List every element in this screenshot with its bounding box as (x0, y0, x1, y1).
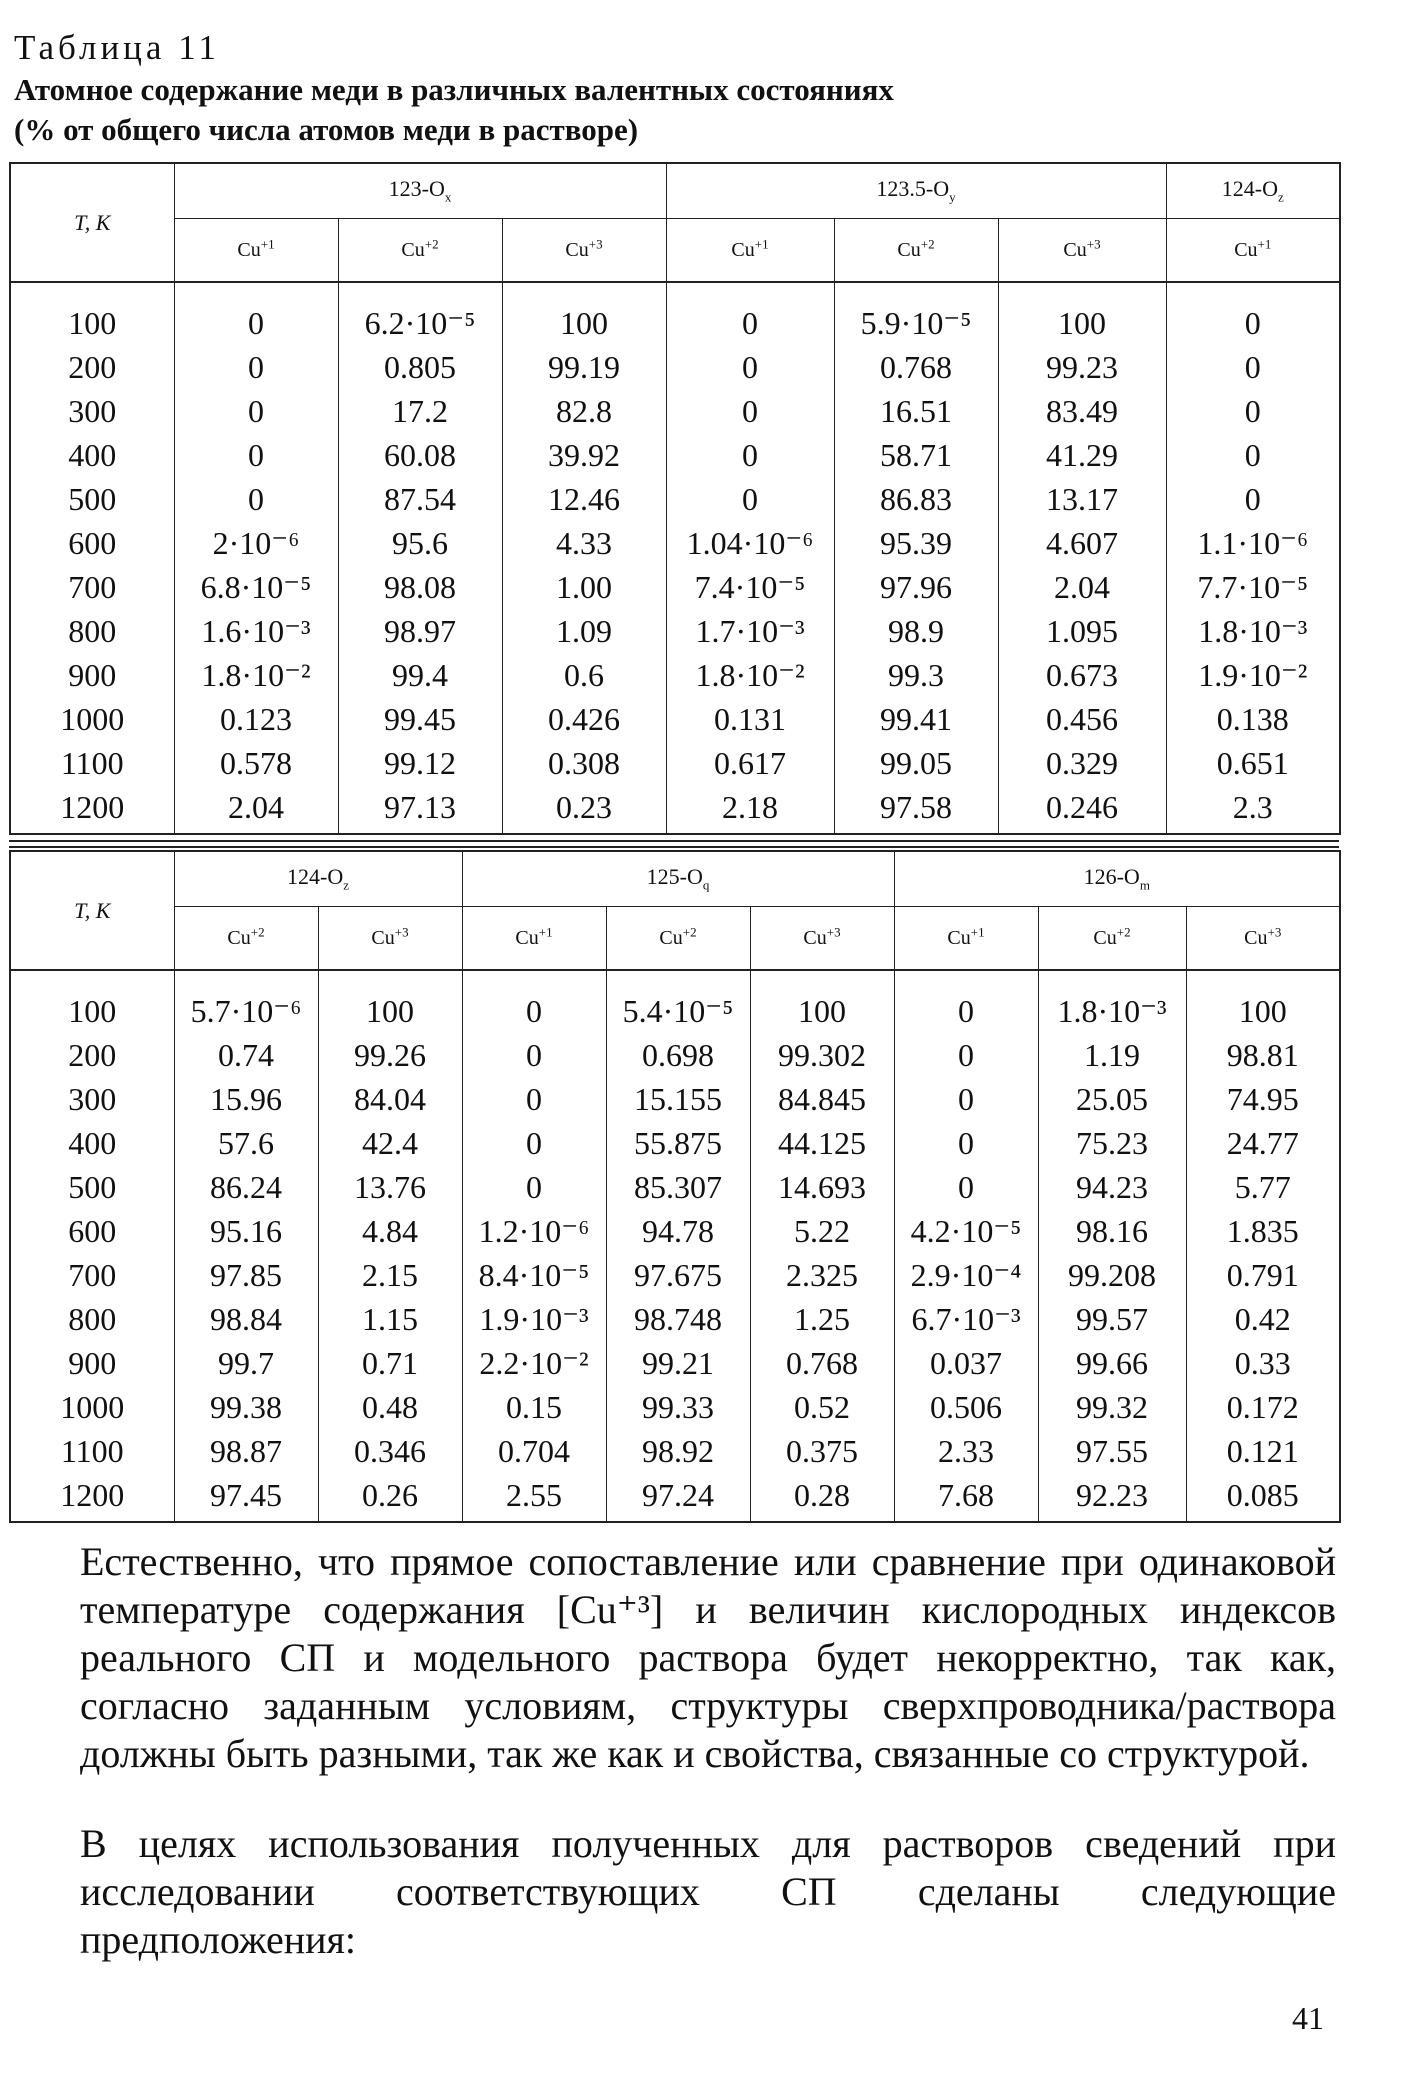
value-cell: 100 (998, 282, 1166, 345)
value-cell: 2.55 (462, 1473, 606, 1522)
value-cell: 7.68 (894, 1473, 1038, 1522)
value-cell: 0 (1166, 389, 1340, 433)
group-header: $123.5-O_y$ (666, 163, 1166, 219)
value-cell: 0.673 (998, 653, 1166, 697)
value-cell: 0 (462, 1077, 606, 1121)
table-row (10, 282, 1340, 345)
value-cell: 99.19 (502, 345, 666, 389)
value-cell: 0.15 (462, 1385, 606, 1429)
value-cell: 2.33 (894, 1429, 1038, 1473)
value-cell: 1.00 (502, 565, 666, 609)
value-cell: 0 (894, 1165, 1038, 1209)
value-cell: 0.578 (174, 741, 338, 785)
valence-column-header: $Cu^{+2}$ (834, 219, 998, 283)
value-cell: 6.7·10⁻³ (894, 1297, 1038, 1341)
value-cell: 0 (174, 282, 338, 345)
value-cell: 0 (462, 1033, 606, 1077)
value-cell: 0 (894, 1121, 1038, 1165)
temperature-cell: 100 (68, 993, 117, 1029)
value-cell: 13.76 (318, 1165, 462, 1209)
table-title-line-2: (% от общего числа атомов меди в растворе) (14, 112, 639, 147)
table-row (10, 609, 1340, 653)
value-cell: 97.55 (1038, 1429, 1186, 1473)
value-cell: 0 (174, 477, 338, 521)
value-cell: 1.8·10⁻² (666, 653, 834, 697)
value-cell: 0 (1166, 433, 1340, 477)
value-cell: 0.26 (318, 1473, 462, 1522)
group-header: $125-O_q$ (462, 851, 894, 907)
value-cell: 99.3 (834, 653, 998, 697)
value-cell: 74.95 (1186, 1077, 1340, 1121)
value-cell: 98.08 (338, 565, 502, 609)
value-cell: 0 (894, 1077, 1038, 1121)
value-cell: 0.791 (1186, 1253, 1340, 1297)
value-cell: 13.17 (998, 477, 1166, 521)
temperature-cell: 200 (68, 349, 117, 385)
valence-column-header: $Cu^{+2}$ (338, 219, 502, 283)
value-cell: 5.7·10⁻⁶ (174, 970, 318, 1033)
value-cell: 97.58 (834, 785, 998, 834)
value-cell: 0.698 (606, 1033, 750, 1077)
value-cell: 1.09 (502, 609, 666, 653)
value-cell: 15.155 (606, 1077, 750, 1121)
table-title-line-1: Атомное содержание меди в различных валентных состояниях (14, 72, 894, 107)
table-row (10, 1077, 1340, 1121)
value-cell: 44.125 (750, 1121, 894, 1165)
value-cell: 86.24 (174, 1165, 318, 1209)
table-divider (9, 840, 1339, 848)
valence-column-header: $Cu^{+3}$ (318, 907, 462, 971)
value-cell: 16.51 (834, 389, 998, 433)
value-cell: 1.9·10⁻³ (462, 1297, 606, 1341)
body-paragraph-1: Естественно, что прямое сопоставление или сравнение при одинаковой температуре содержания [Cu⁺³] и величин кислородных индексов реального СП и модельного раствора будет некорректно, так как, согласно заданным условиям, структуры сверхпроводника/раствора должны быть разными, так же как и свойства, связанные со структурой. (80, 1539, 1336, 1776)
value-cell: 5.22 (750, 1209, 894, 1253)
table-row (10, 1473, 1340, 1522)
table-row (10, 741, 1340, 785)
value-cell: 0 (666, 477, 834, 521)
value-cell: 4.2·10⁻⁵ (894, 1209, 1038, 1253)
value-cell: 100 (318, 970, 462, 1033)
value-cell: 97.45 (174, 1473, 318, 1522)
valence-column-header: $Cu^{+3}$ (502, 219, 666, 283)
value-cell: 0.74 (174, 1033, 318, 1077)
temperature-cell: 700 (68, 569, 117, 605)
temperature-cell: 800 (68, 613, 117, 649)
table-caption-label: Таблица 11 (14, 28, 220, 67)
value-cell: 7.7·10⁻⁵ (1166, 565, 1340, 609)
value-cell: 4.33 (502, 521, 666, 565)
value-cell: 6.8·10⁻⁵ (174, 565, 338, 609)
table1-sub-header-row (10, 219, 1340, 283)
value-cell: 0.617 (666, 741, 834, 785)
value-cell: 0.506 (894, 1385, 1038, 1429)
table-row (10, 389, 1340, 433)
value-cell: 2·10⁻⁶ (174, 521, 338, 565)
value-cell: 0.329 (998, 741, 1166, 785)
value-cell: 25.05 (1038, 1077, 1186, 1121)
value-cell: 1.8·10⁻³ (1166, 609, 1340, 653)
valence-column-header: $Cu^{+1}$ (894, 907, 1038, 971)
value-cell: 2.2·10⁻² (462, 1341, 606, 1385)
value-cell: 1.25 (750, 1297, 894, 1341)
value-cell: 0.6 (502, 653, 666, 697)
temperature-cell: 1200 (60, 1477, 125, 1513)
table1-group-header-row (10, 163, 1340, 219)
table-row (10, 521, 1340, 565)
copper-valence-table-part-1 (9, 162, 1341, 835)
value-cell: 0 (666, 389, 834, 433)
table-row (10, 653, 1340, 697)
value-cell: 41.29 (998, 433, 1166, 477)
temperature-column-header: T, K (10, 163, 174, 282)
value-cell: 0.346 (318, 1429, 462, 1473)
valence-column-header: $Cu^{+1}$ (174, 219, 338, 283)
table-row (10, 1033, 1340, 1077)
value-cell: 0 (894, 970, 1038, 1033)
value-cell: 4.84 (318, 1209, 462, 1253)
value-cell: 2.325 (750, 1253, 894, 1297)
table-row (10, 697, 1340, 741)
value-cell: 0 (462, 970, 606, 1033)
value-cell: 15.96 (174, 1077, 318, 1121)
value-cell: 0.23 (502, 785, 666, 834)
valence-column-header: $Cu^{+3}$ (750, 907, 894, 971)
table-caption-title (14, 70, 1214, 150)
value-cell: 99.45 (338, 697, 502, 741)
value-cell: 0 (462, 1121, 606, 1165)
value-cell: 1.835 (1186, 1209, 1340, 1253)
value-cell: 0.704 (462, 1429, 606, 1473)
value-cell: 0 (666, 282, 834, 345)
value-cell: 0.375 (750, 1429, 894, 1473)
value-cell: 99.33 (606, 1385, 750, 1429)
value-cell: 75.23 (1038, 1121, 1186, 1165)
value-cell: 0.42 (1186, 1297, 1340, 1341)
table-row (10, 1121, 1340, 1165)
value-cell: 0.426 (502, 697, 666, 741)
value-cell: 1.15 (318, 1297, 462, 1341)
value-cell: 58.71 (834, 433, 998, 477)
value-cell: 2.9·10⁻⁴ (894, 1253, 1038, 1297)
value-cell: 2.15 (318, 1253, 462, 1297)
value-cell: 100 (750, 970, 894, 1033)
value-cell: 1.8·10⁻³ (1038, 970, 1186, 1033)
value-cell: 95.39 (834, 521, 998, 565)
value-cell: 0.172 (1186, 1385, 1340, 1429)
value-cell: 1.8·10⁻² (174, 653, 338, 697)
value-cell: 95.6 (338, 521, 502, 565)
table2-group-header-row (10, 851, 1340, 907)
value-cell: 0.651 (1166, 741, 1340, 785)
value-cell: 97.13 (338, 785, 502, 834)
value-cell: 98.9 (834, 609, 998, 653)
value-cell: 5.4·10⁻⁵ (606, 970, 750, 1033)
value-cell: 98.748 (606, 1297, 750, 1341)
valence-column-header: $Cu^{+2}$ (606, 907, 750, 971)
group-header: $124-O_z$ (1166, 163, 1340, 219)
temperature-cell: 800 (68, 1301, 117, 1337)
table-row (10, 1297, 1340, 1341)
value-cell: 94.23 (1038, 1165, 1186, 1209)
value-cell: 0.805 (338, 345, 502, 389)
value-cell: 87.54 (338, 477, 502, 521)
value-cell: 2.04 (174, 785, 338, 834)
temperature-cell: 600 (68, 1213, 117, 1249)
temperature-cell: 1100 (60, 1433, 124, 1469)
value-cell: 0 (462, 1165, 606, 1209)
table-row (10, 477, 1340, 521)
value-cell: 0 (1166, 282, 1340, 345)
temperature-cell: 500 (68, 481, 117, 517)
value-cell: 100 (1186, 970, 1340, 1033)
value-cell: 1.7·10⁻³ (666, 609, 834, 653)
valence-column-header: $Cu^{+1}$ (1166, 219, 1340, 283)
value-cell: 99.302 (750, 1033, 894, 1077)
value-cell: 1.2·10⁻⁶ (462, 1209, 606, 1253)
valence-column-header: $Cu^{+3}$ (1186, 907, 1340, 971)
value-cell: 1.1·10⁻⁶ (1166, 521, 1340, 565)
temperature-cell: 1200 (60, 789, 125, 825)
value-cell: 86.83 (834, 477, 998, 521)
temperature-cell: 1100 (60, 745, 124, 781)
value-cell: 0.28 (750, 1473, 894, 1522)
value-cell: 5.9·10⁻⁵ (834, 282, 998, 345)
value-cell: 7.4·10⁻⁵ (666, 565, 834, 609)
value-cell: 55.875 (606, 1121, 750, 1165)
page-number: 41 (1292, 2000, 1324, 2036)
value-cell: 1.04·10⁻⁶ (666, 521, 834, 565)
value-cell: 99.57 (1038, 1297, 1186, 1341)
value-cell: 0.131 (666, 697, 834, 741)
value-cell: 99.12 (338, 741, 502, 785)
value-cell: 0.123 (174, 697, 338, 741)
value-cell: 0 (666, 345, 834, 389)
table-row (10, 345, 1340, 389)
temperature-cell: 300 (68, 1081, 117, 1117)
value-cell: 1.095 (998, 609, 1166, 653)
value-cell: 98.97 (338, 609, 502, 653)
value-cell: 0 (666, 433, 834, 477)
valence-column-header: $Cu^{+2}$ (1038, 907, 1186, 971)
value-cell: 17.2 (338, 389, 502, 433)
value-cell: 0 (894, 1033, 1038, 1077)
temperature-cell: 200 (68, 1037, 117, 1073)
value-cell: 97.675 (606, 1253, 750, 1297)
table-row (10, 970, 1340, 1033)
temperature-cell: 900 (68, 657, 117, 693)
temperature-cell: 400 (68, 437, 117, 473)
table-row (10, 1209, 1340, 1253)
value-cell: 99.32 (1038, 1385, 1186, 1429)
table-row (10, 433, 1340, 477)
value-cell: 84.845 (750, 1077, 894, 1121)
value-cell: 42.4 (318, 1121, 462, 1165)
value-cell: 99.7 (174, 1341, 318, 1385)
value-cell: 0.48 (318, 1385, 462, 1429)
group-header: $126-O_m$ (894, 851, 1340, 907)
value-cell: 98.16 (1038, 1209, 1186, 1253)
table-row (10, 1341, 1340, 1385)
value-cell: 84.04 (318, 1077, 462, 1121)
temperature-cell: 100 (68, 305, 117, 341)
value-cell: 1.6·10⁻³ (174, 609, 338, 653)
group-header: $124-O_z$ (174, 851, 462, 907)
value-cell: 92.23 (1038, 1473, 1186, 1522)
value-cell: 0.768 (750, 1341, 894, 1385)
table-row (10, 785, 1340, 834)
value-cell: 12.46 (502, 477, 666, 521)
value-cell: 0.71 (318, 1341, 462, 1385)
value-cell: 98.81 (1186, 1033, 1340, 1077)
value-cell: 98.92 (606, 1429, 750, 1473)
value-cell: 0.246 (998, 785, 1166, 834)
value-cell: 97.24 (606, 1473, 750, 1522)
value-cell: 24.77 (1186, 1121, 1340, 1165)
value-cell: 8.4·10⁻⁵ (462, 1253, 606, 1297)
value-cell: 98.87 (174, 1429, 318, 1473)
value-cell: 1.9·10⁻² (1166, 653, 1340, 697)
value-cell: 99.66 (1038, 1341, 1186, 1385)
value-cell: 99.26 (318, 1033, 462, 1077)
value-cell: 99.38 (174, 1385, 318, 1429)
table-row (10, 1165, 1340, 1209)
valence-column-header: $Cu^{+1}$ (462, 907, 606, 971)
value-cell: 2.3 (1166, 785, 1340, 834)
value-cell: 2.04 (998, 565, 1166, 609)
value-cell: 99.21 (606, 1341, 750, 1385)
temperature-cell: 1000 (60, 1389, 125, 1425)
value-cell: 0 (174, 345, 338, 389)
value-cell: 5.77 (1186, 1165, 1340, 1209)
copper-valence-table-part-2 (9, 850, 1341, 1523)
temperature-cell: 900 (68, 1345, 117, 1381)
temperature-cell: 500 (68, 1169, 117, 1205)
temperature-cell: 600 (68, 525, 117, 561)
value-cell: 0.308 (502, 741, 666, 785)
value-cell: 100 (502, 282, 666, 345)
value-cell: 0 (174, 389, 338, 433)
temperature-cell: 300 (68, 393, 117, 429)
value-cell: 95.16 (174, 1209, 318, 1253)
value-cell: 83.49 (998, 389, 1166, 433)
temperature-cell: 1000 (60, 701, 125, 737)
value-cell: 85.307 (606, 1165, 750, 1209)
value-cell: 1.19 (1038, 1033, 1186, 1077)
table2-sub-header-row (10, 907, 1340, 971)
temperature-cell: 700 (68, 1257, 117, 1293)
table-row (10, 1253, 1340, 1297)
table-row (10, 565, 1340, 609)
value-cell: 0.085 (1186, 1473, 1340, 1522)
value-cell: 99.23 (998, 345, 1166, 389)
value-cell: 0 (1166, 345, 1340, 389)
value-cell: 6.2·10⁻⁵ (338, 282, 502, 345)
valence-column-header: $Cu^{+2}$ (174, 907, 318, 971)
group-header: $123-O_x$ (174, 163, 666, 219)
value-cell: 99.41 (834, 697, 998, 741)
value-cell: 0 (1166, 477, 1340, 521)
value-cell: 0.768 (834, 345, 998, 389)
value-cell: 99.05 (834, 741, 998, 785)
value-cell: 0.456 (998, 697, 1166, 741)
value-cell: 97.85 (174, 1253, 318, 1297)
value-cell: 98.84 (174, 1297, 318, 1341)
value-cell: 0.138 (1166, 697, 1340, 741)
value-cell: 0 (174, 433, 338, 477)
value-cell: 39.92 (502, 433, 666, 477)
value-cell: 0.037 (894, 1341, 1038, 1385)
value-cell: 0.52 (750, 1385, 894, 1429)
value-cell: 4.607 (998, 521, 1166, 565)
temperature-column-header: T, K (10, 851, 174, 970)
value-cell: 0.121 (1186, 1429, 1340, 1473)
value-cell: 2.18 (666, 785, 834, 834)
valence-column-header: $Cu^{+1}$ (666, 219, 834, 283)
table-row (10, 1429, 1340, 1473)
temperature-cell: 400 (68, 1125, 117, 1161)
value-cell: 14.693 (750, 1165, 894, 1209)
value-cell: 99.4 (338, 653, 502, 697)
value-cell: 82.8 (502, 389, 666, 433)
value-cell: 97.96 (834, 565, 998, 609)
value-cell: 0.33 (1186, 1341, 1340, 1385)
value-cell: 99.208 (1038, 1253, 1186, 1297)
table-row (10, 1385, 1340, 1429)
value-cell: 57.6 (174, 1121, 318, 1165)
value-cell: 60.08 (338, 433, 502, 477)
valence-column-header: $Cu^{+3}$ (998, 219, 1166, 283)
body-paragraph-2: В целях использования полученных для растворов сведений при исследовании соответствующих СП сделаны следующие предположения: (80, 1821, 1336, 1962)
value-cell: 94.78 (606, 1209, 750, 1253)
